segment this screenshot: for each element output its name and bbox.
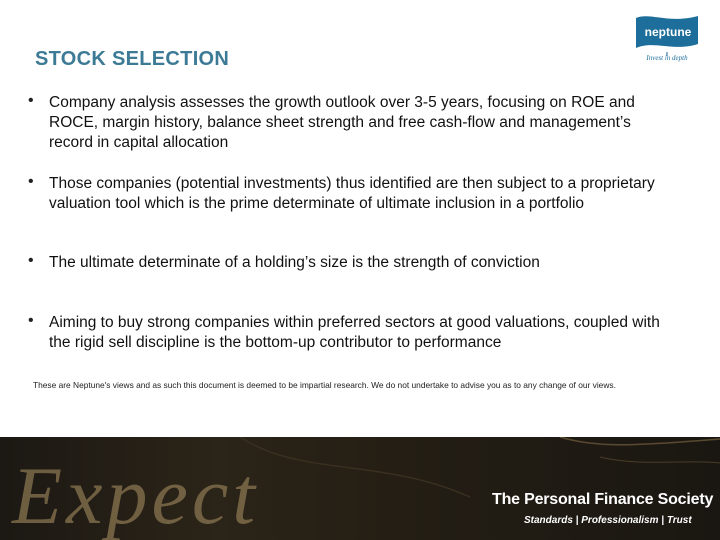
bullet-text: Aiming to buy strong companies within preferred sectors at good valuations, coupled with the rigid sell discipline is the bottom-up contributor to performance	[49, 314, 660, 351]
bullet-dot-icon: •	[28, 173, 34, 190]
pfs-name: The Personal Finance Society	[492, 491, 714, 508]
bullet-text: Those companies (potential investments) thus identified are then subject to a proprietary valuation tool which is the prime determinate of ultimate inclusion in a portfolio	[49, 175, 655, 212]
disclaimer-text: These are Neptune's views and as such this document is deemed to be impartial research. We do not undertake to advise you as to any change of our views.	[33, 380, 616, 390]
neptune-logo	[630, 10, 704, 68]
bullet-dot-icon: •	[28, 92, 34, 109]
expect-art-text: Expect	[12, 450, 260, 540]
footer-banner	[0, 437, 720, 540]
logo-wordmark: neptune	[644, 25, 692, 39]
logo-tagline: Invest in depth	[646, 54, 688, 62]
pfs-tagline: Standards | Professionalism | Trust	[524, 515, 692, 526]
bullet-text: Company analysis assesses the growth outlook over 3-5 years, focusing on ROE and ROCE, margin history, balance sheet strength and free cash-flow and management’s record in capital allocation	[49, 94, 635, 151]
bullet-text: The ultimate determinate of a holding’s size is the strength of conviction	[49, 254, 540, 271]
bullet-dot-icon: •	[28, 312, 34, 329]
bullet-dot-icon: •	[28, 252, 34, 269]
page-title: STOCK SELECTION	[35, 48, 230, 70]
